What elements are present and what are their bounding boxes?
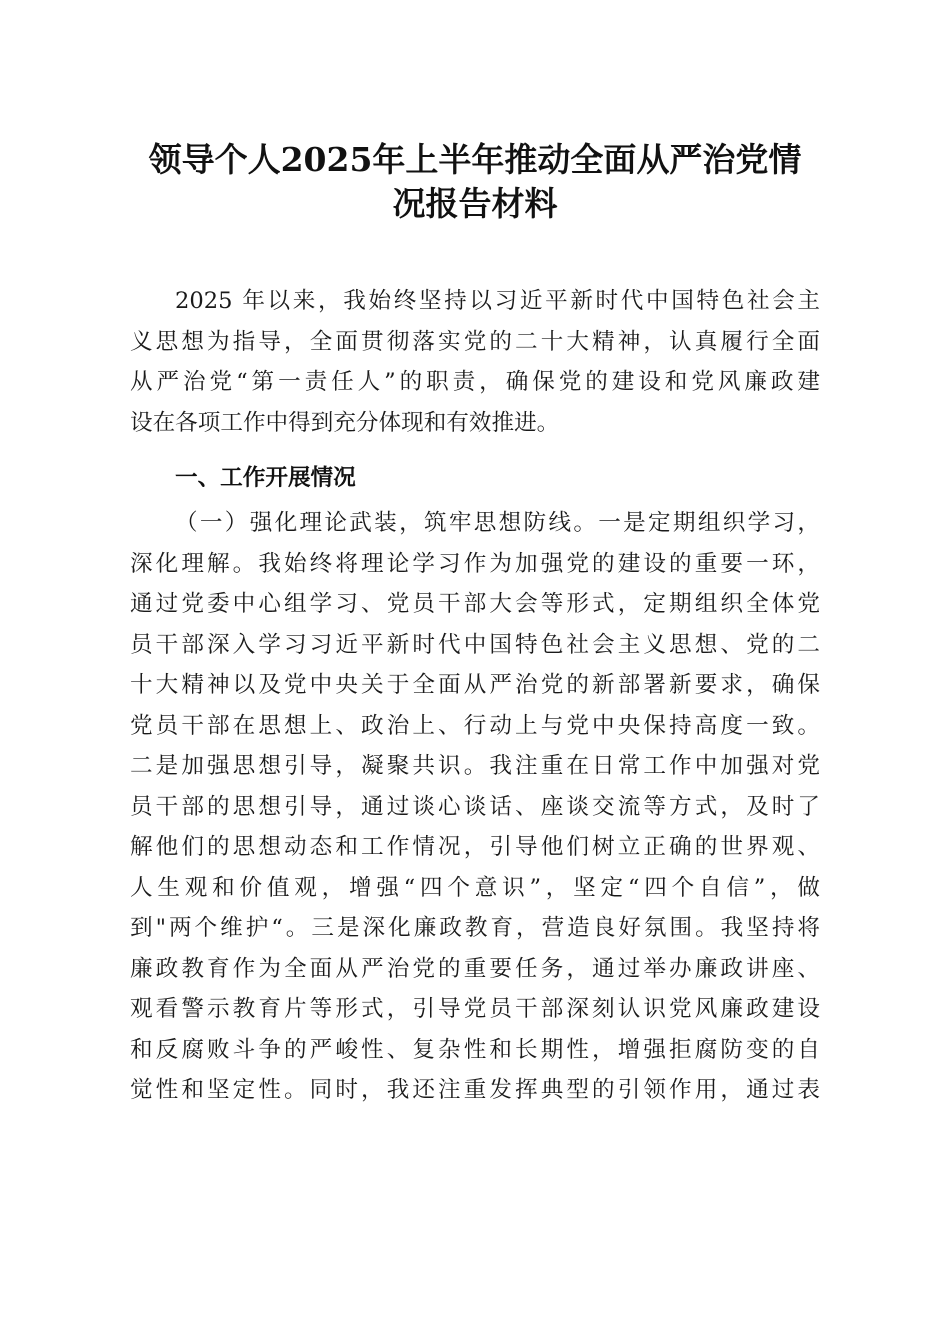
paragraph-line: 观看警示教育片等形式，引导党员干部深刻认识党风廉政建设 [130,996,820,1022]
paragraph-line: 深化理解。我始终将理论学习作为加强党的建设的重要一环， [130,550,820,577]
paragraph-line: 十大精神以及党中央关于全面从严治党的新部署新要求，确保 [130,672,820,698]
intro-line: 2025 年以来，我始终坚持以习近平新时代中国特色社会主 [175,288,820,314]
paragraph-line: 员干部的思想引导，通过谈心谈话、座谈交流等方式，及时了 [130,793,820,820]
section1-paragraph [130,503,820,1111]
intro-line: 从严治党“第一责任人”的职责，确保党的建设和党风廉政建 [130,369,820,395]
intro-line: 设在各项工作中得到充分体现和有效推进。 [130,409,560,436]
document-title [100,138,850,226]
paragraph-line: 员干部深入学习习近平新时代中国特色社会主义思想、党的二 [130,631,820,658]
paragraph-line: 解他们的思想动态和工作情况，引导他们树立正确的世界观、 [130,834,820,860]
paragraph-line: 二是加强思想引导，凝聚共识。我注重在日常工作中加强对党 [130,753,820,779]
paragraph-line: 廉政教育作为全面从严治党的重要任务，通过举办廉政讲座、 [130,955,820,982]
title-line-1: 领导个人2025年上半年推动全面从严治党情 [148,140,802,179]
section-heading: 一、工作开展情况 [175,465,356,491]
paragraph-line: 党员干部在思想上、政治上、行动上与党中央保持高度一致。 [130,712,820,739]
title-line-2: 况报告材料 [392,184,558,223]
paragraph-line: （一）强化理论武装，筑牢思想防线。一是定期组织学习， [175,510,820,536]
paragraph-line: 到"两个维护“。三是深化廉政教育，营造良好氛围。我坚持将 [130,915,820,941]
intro-line: 义思想为指导，全面贯彻落实党的二十大精神，认真履行全面 [130,328,820,355]
paragraph-line: 人生观和价值观，增强“四个意识”，坚定“四个自信”，做 [130,874,820,901]
paragraph-line: 和反腐败斗争的严峻性、复杂性和长期性，增强拒腐防变的自 [130,1036,820,1063]
paragraph-line: 通过党委中心组学习、党员干部大会等形式，定期组织全体党 [130,591,820,617]
paragraph-line: 觉性和坚定性。同时，我还注重发挥典型的引领作用，通过表 [130,1077,820,1103]
intro-paragraph [130,281,820,443]
